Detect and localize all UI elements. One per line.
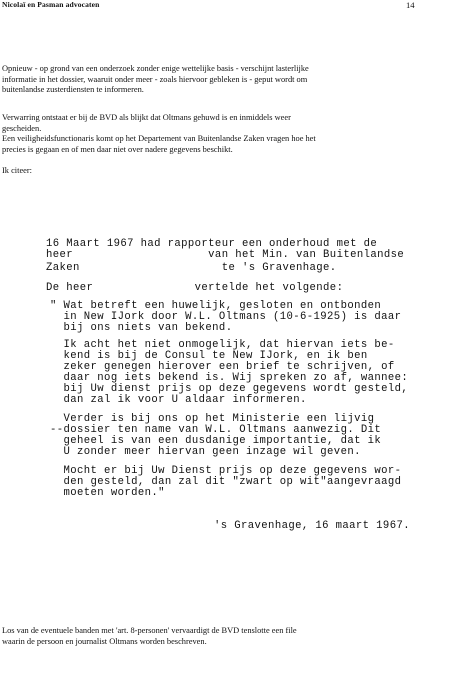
typed-line: Verder is bij ons op het Ministerie een lijvig bbox=[50, 413, 375, 425]
typed-line: kend is bij de Consul te New IJork, en ik ben bbox=[50, 350, 368, 362]
text-line: Opnieuw - op grond van een onderzoek zonder enige wettelijke basis - verschijnt lasterlijke bbox=[2, 64, 309, 73]
text-line: precies is gegaan en of men daar niet over nadere gegevens beschikt. bbox=[2, 144, 233, 154]
typed-line: den gesteld, dan zal dit "zwart op wit"aangevraagd bbox=[50, 476, 402, 488]
typed-line: Ik acht het niet onmogelijk, dat hiervan iets be- bbox=[50, 339, 395, 351]
text-line: Los van de eventuele banden met 'art. 8-personen' vervaardigt de BVD tenslotte een file bbox=[2, 626, 297, 635]
closing-paragraph bbox=[2, 626, 446, 647]
typed-line: zeker genegen hierover een brief te schrijven, of bbox=[50, 361, 395, 373]
paragraph-1 bbox=[2, 64, 446, 96]
typed-line: daar nog iets bekend is. Wij spreken zo af, wannee: bbox=[50, 372, 409, 384]
place-and-date: 's Gravenhage, 16 maart 1967. bbox=[214, 520, 410, 532]
typed-line: 16 Maart 1967 had rapporteur een onderhoud met de bbox=[46, 238, 378, 250]
typed-line: U zonder meer hiervan geen inzage wil geven. bbox=[50, 446, 361, 458]
quote-intro: Ik citeer: bbox=[2, 166, 32, 175]
text-line: buitenlandse zusterdiensten te informeren. bbox=[2, 85, 144, 95]
typed-line: heer van het Min. van Buitenlandse bbox=[46, 249, 405, 261]
typed-line: moeten worden." bbox=[50, 487, 165, 499]
typed-line: bij ons niets van bekend. bbox=[50, 322, 233, 334]
typed-line: in New IJork door W.L. Oltmans (10-6-1925) is daar bbox=[50, 311, 402, 323]
letterhead: Nicolaï en Pasman advocaten bbox=[2, 0, 100, 9]
page-number: 14 bbox=[406, 0, 415, 10]
typed-line: Mocht er bij Uw Dienst prijs op deze gegevens wor- bbox=[50, 465, 402, 477]
text-line: informatie in het dossier, waaruit onder meer - zoals hiervoor gebleken is - geput wordt om bbox=[2, 74, 308, 84]
text-line: Een veiligheidsfunctionaris komt op het Departement van Buitenlandse Zaken vragen hoe het bbox=[2, 134, 316, 144]
typed-line: De heer vertelde het volgende: bbox=[46, 282, 344, 294]
text-line: waarin de persoon en journalist Oltmans worden beschreven. bbox=[2, 636, 207, 646]
text-line: gescheiden. bbox=[2, 123, 42, 133]
text-line: Verwarring ontstaat er bij de BVD als blijkt dat Oltmans gehuwd is en inmiddels weer bbox=[2, 113, 291, 122]
typed-line: Zaken te 's Gravenhage. bbox=[46, 262, 337, 274]
typed-line: geheel is van een dusdanige importantie, dat ik bbox=[50, 435, 382, 447]
typed-line: dan zal ik voor U aldaar informeren. bbox=[50, 394, 307, 406]
typed-line: " Wat betreft een huwelijk, gesloten en ontbonden bbox=[50, 300, 382, 312]
typed-line: bij Uw dienst prijs op deze gegevens wordt gesteld, bbox=[50, 383, 409, 395]
typed-line: --dossier ten name van W.L. Oltmans aanwezig. Dit bbox=[50, 424, 382, 436]
paragraph-2 bbox=[2, 113, 446, 155]
